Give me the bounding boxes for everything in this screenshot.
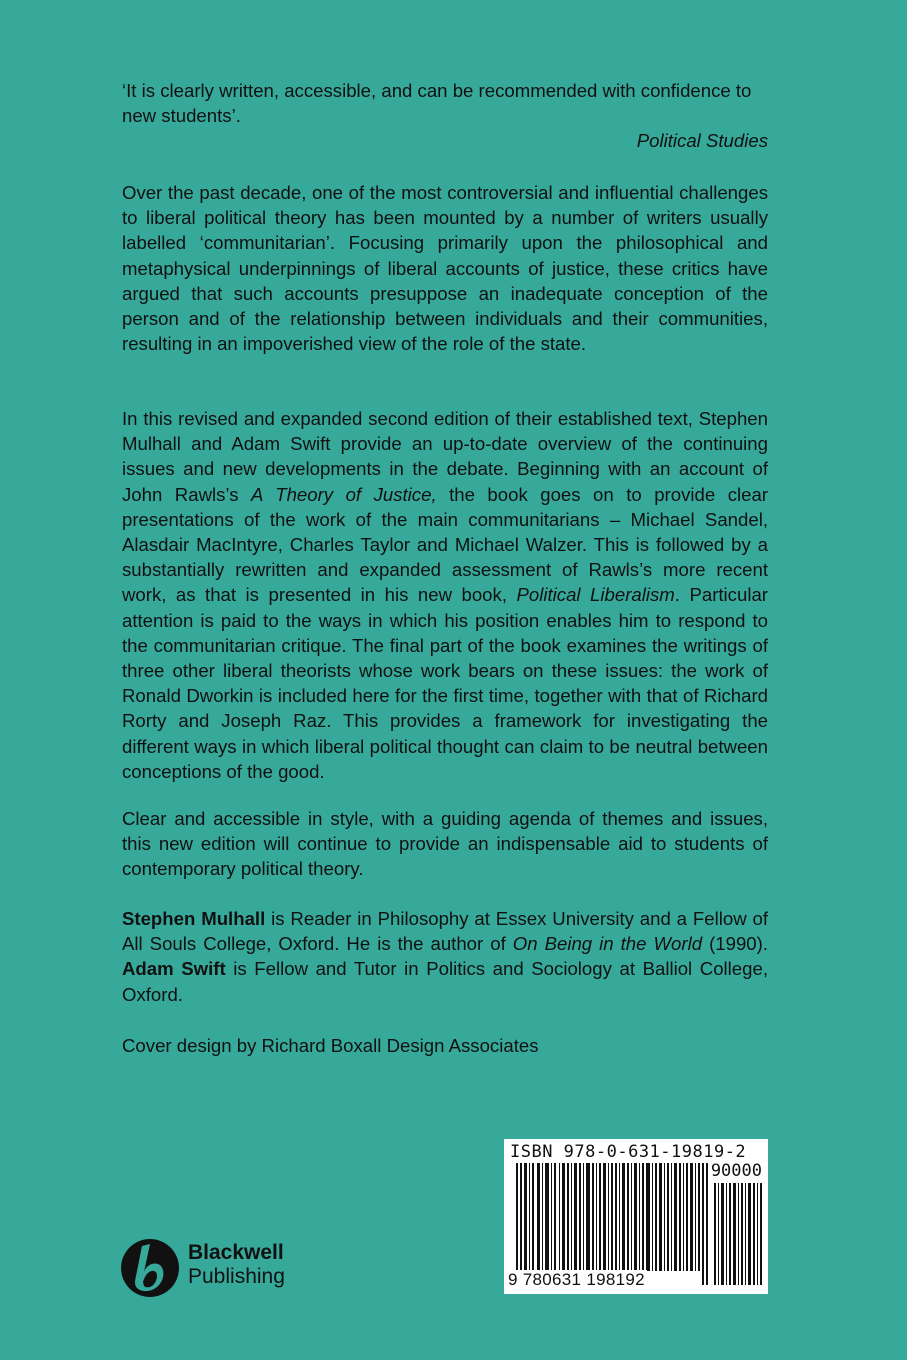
ean-digits: 9 780631 198192 [508,1270,645,1289]
blurb-paragraph-3: Clear and accessible in style, with a guiding agenda of themes and issues, this new edition will continue to provide an indispensable aid to students of contemporary political theory. [122,808,768,880]
publisher-logo [120,1238,310,1298]
blurb-p2-part-b: the book goes on to provide clear presentations of the work of the main communitarians – Michael Sandel, Alasdair MacIntyre, Charles Taylor and Michael Walzer. This is followed by a substantially rewritten and expanded assessment of Rawls’s more recent work, as that is presented in his new book, [122,483,768,606]
blurb-paragraph-1: Over the past decade, one of the most controversial and influential challenges to liberal political theory has been mounted by a number of writers usually labelled ‘communitarian’. Focusing primarily upon the philosophical and metaphysical underpinnings of liberal accounts of justice, these critics have argued that such accounts presuppose an inadequate conception of the person and of the relationship between individuals and their communities, resulting in an impoverished view of the role of the state. [122,182,768,355]
author-name-2: Adam Swift [122,958,226,980]
author-bio-text-3: is Fellow and Tutor in Politics and Sociology at Balliol College, Oxford. [122,958,768,1005]
barcode [504,1139,768,1294]
review-quote [122,78,768,154]
author-book-title: On Being in the World [512,933,703,955]
quote-text: ‘It is clearly written, accessible, and can be recommended with confidence to new students’. [122,80,752,127]
book-title-theory-of-justice: A Theory of Justice, [251,483,437,505]
cover-design-credit: Cover design by Richard Boxall Design Associates [122,1035,539,1056]
blurb-paragraph-2 [122,406,768,784]
blurb-p2-part-c: . Particular attention is paid to the ways in which his position enables him to respond to the communitarian critique. The final part of the book examines the writings of three other liberal theorists whose work bears on these issues: the work of Ronald Dworkin is included here for the first time, together with that of Richard Rorty and Joseph Raz. This provides a framework for investigating the different ways in which liberal political thought can claim to be neutral between conceptions of the good. [122,584,768,782]
author-bio-text-2: (1990). [702,933,768,955]
author-name-1: Stephen Mulhall [122,908,266,929]
book-title-political-liberalism: Political Liberalism [516,584,675,606]
blackwell-b-icon [120,1238,180,1298]
price-code: 90000 [710,1161,762,1181]
publisher-subname: Publishing [188,1265,285,1288]
publisher-name: Blackwell [188,1241,284,1264]
author-bio-text-1: is Reader in Philosophy at Essex University and a Fellow of All Souls College, Oxford. He is the author of [122,908,768,955]
isbn-label: ISBN 978-0-631-19819-2 [510,1142,747,1162]
quote-source: Political Studies [636,130,768,152]
author-bio [122,906,768,1007]
blurb-p2-part-a: In this revised and expanded second edition of their established text, Stephen Mulhall and Adam Swift provide an up-to-date overview of the continuing issues and new developments in the debate. Beginning with an account of John Rawls’s [122,408,768,505]
